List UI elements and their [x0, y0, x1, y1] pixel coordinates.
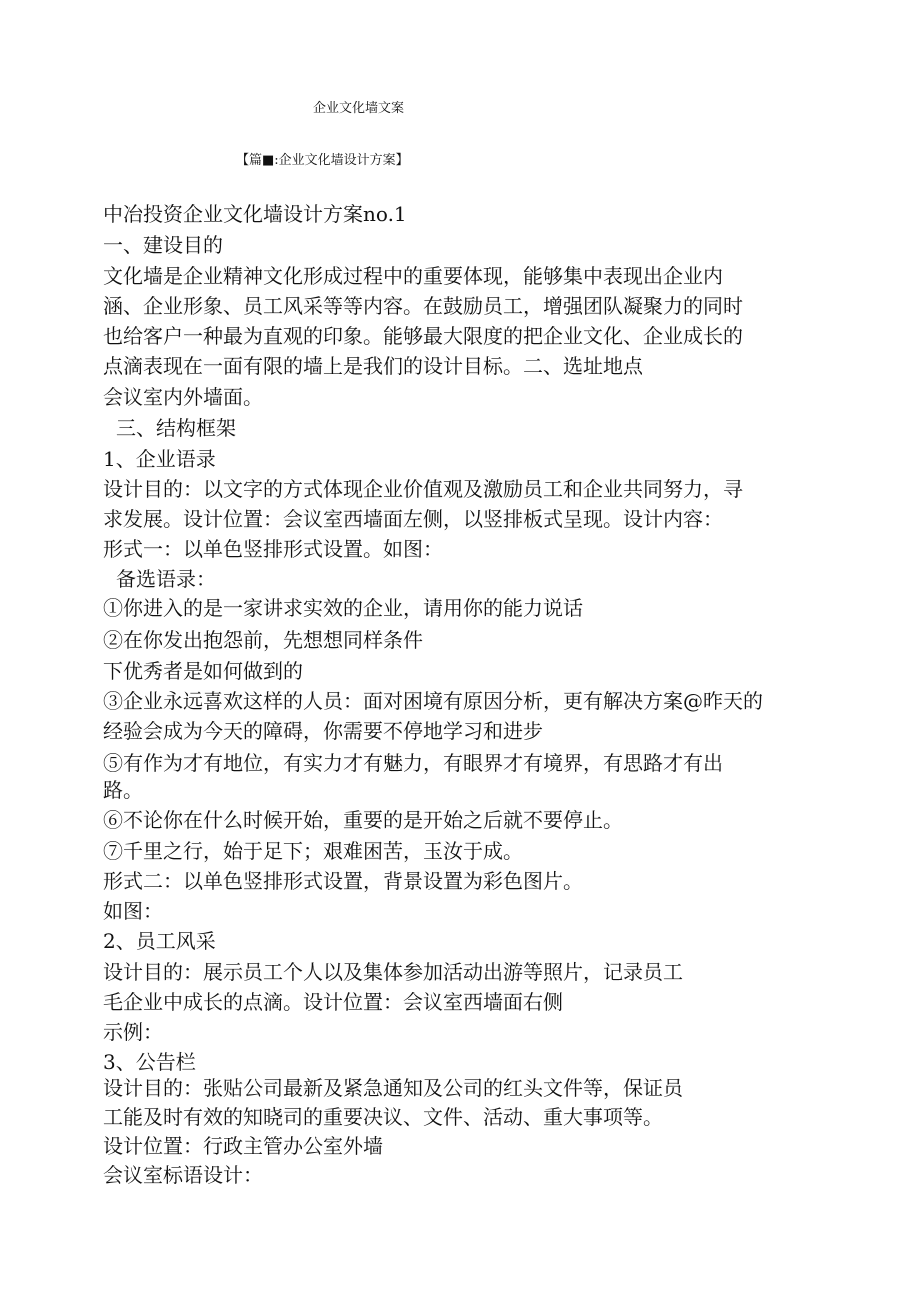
document-subtitle: 【篇■:企业文化墙设计方案】: [236, 153, 409, 168]
heading-main: 中冶投资企业文化墙设计方案no.1: [103, 202, 407, 226]
paragraph-line: 点滴表现在一面有限的墙上是我们的设计目标。二、选址地点: [103, 354, 643, 378]
quote-item: ③企业永远喜欢这样的人员：面对困境有原因分析，更有解决方案@昨天的: [103, 689, 763, 713]
paragraph-line: 形式一：以单色竖排形式设置。如图：: [103, 537, 443, 561]
paragraph-line: 设计目的：展示员工个人以及集体参加活动出游等照片，记录员工: [103, 960, 683, 984]
paragraph-line: 备选语录：: [116, 567, 216, 591]
paragraph-line: 求发展。设计位置：会议室西墙面左侧，以竖排板式呈现。设计内容：: [103, 507, 723, 531]
quote-item: ⑥不论你在什么时候开始，重要的是开始之后就不要停止。: [103, 808, 623, 832]
paragraph-line: 设计目的：以文字的方式体现企业价值观及激励员工和企业共同努力，寻: [103, 477, 743, 501]
paragraph-line: 也给客户一种最为直观的印象。能够最大限度的把企业文化、企业成长的: [103, 324, 743, 348]
paragraph-line: 文化墙是企业精神文化形成过程中的重要体现，能够集中表现出企业内: [103, 264, 723, 288]
quote-item: ②在你发出抱怨前，先想想同样条件: [103, 628, 423, 652]
section-heading: 三、结构框架: [116, 416, 236, 440]
quote-item: ①你进入的是一家讲求实效的企业，请用你的能力说话: [103, 596, 583, 620]
quote-item: 下优秀者是如何做到的: [103, 659, 303, 683]
paragraph-line: 示例：: [103, 1020, 163, 1044]
document-title: 企业文化墙文案: [313, 101, 405, 116]
subsection-heading: 2、员工风采: [103, 929, 216, 953]
paragraph-line: 毛企业中成长的点滴。设计位置：会议室西墙面右侧: [103, 990, 563, 1014]
paragraph-line: 设计目的：张贴公司最新及紧急通知及公司的红头文件等，保证员: [103, 1076, 683, 1100]
paragraph-line: 如图：: [103, 899, 163, 923]
paragraph-line: 形式二：以单色竖排形式设置，背景设置为彩色图片。: [103, 869, 583, 893]
paragraph-line: 会议室内外墙面。: [103, 385, 263, 409]
subsection-heading: 1、企业语录: [103, 447, 216, 471]
quote-item: 经验会成为今天的障碍，你需要不停地学习和进步: [103, 719, 543, 743]
subsection-heading: 3、公告栏: [103, 1050, 196, 1074]
quote-item: ⑤有作为才有地位，有实力才有魅力，有眼界才有境界，有思路才有出: [103, 751, 723, 775]
quote-item: 路。: [103, 778, 143, 802]
quote-item: ⑦千里之行，始于足下；艰难困苦，玉汝于成。: [103, 839, 523, 863]
paragraph-line: 涵、企业形象、员工风采等等内容。在鼓励员工，增强团队凝聚力的同时: [103, 294, 743, 318]
paragraph-line: 会议室标语设计：: [103, 1163, 263, 1187]
section-heading: 一、建设目的: [103, 233, 223, 257]
paragraph-line: 设计位置：行政主管办公室外墙: [103, 1134, 383, 1158]
paragraph-line: 工能及时有效的知晓司的重要决议、文件、活动、重大事项等。: [103, 1105, 663, 1129]
